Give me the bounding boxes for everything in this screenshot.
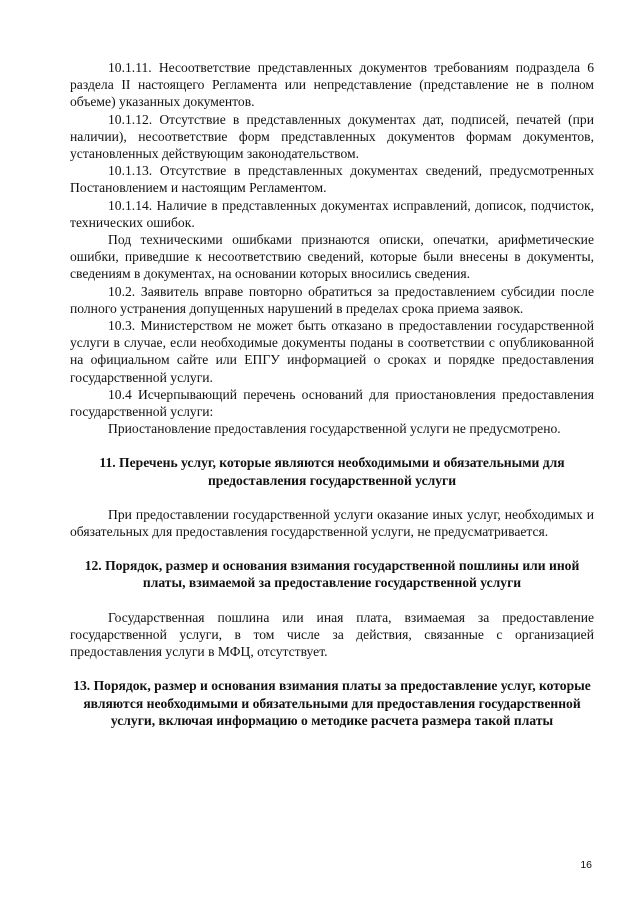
paragraph-10-4: 10.4 Исчерпывающий перечень оснований для приостановления предоставления государственной услуги:	[70, 386, 594, 420]
paragraph-10-1-11: 10.1.11. Несоответствие представленных документов требованиям подраздела 6 раздела II настоящего Регламента или непредставление (представление не в полном объеме) указанных документов.	[70, 60, 594, 110]
paragraph-suspension: Приостановление предоставления государственной услуги не предусмотрено.	[108, 421, 561, 437]
spacer	[70, 540, 594, 557]
paragraph-technical-errors: Под техническими ошибками признаются описки, опечатки, арифметические ошибки, приведшие к несоответствию сведений, которые были внесены в документы, сведениям в документах, на основании которых вносились сведения.	[70, 232, 594, 282]
section-11-heading: 11. Перечень услуг, которые являются необходимыми и обязательными для предоставления государственной услуги	[99, 455, 565, 488]
paragraph-10-1-14: 10.1.14. Наличие в представленных документах исправлений, дописок, подчисток, технических ошибок.	[70, 197, 594, 230]
section-11-text: При предоставлении государственной услуги оказание иных услуг, необходимых и обязательных для предоставления государственной услуги, не предусматривается.	[70, 506, 594, 540]
section-12-text: Государственная пошлина или иная плата, взимаемая за предоставление государственной услуги, в том числе за действия, связанные с организацией предоставления услуги в МФЦ, отсутствует.	[70, 609, 594, 660]
paragraph-10-1-12: 10.1.12. Отсутствие в представленных документах дат, подписей, печатей (при наличии), несоответствие форм представленных документов формам документов, установленных действующим законодательством.	[70, 111, 594, 162]
section-13-heading: 13. Порядок, размер и основания взимания платы за предоставление услуг, которые являются необходимыми и обязательными для предоставления государственной услуги, включая информацию о методике расчета размера такой платы	[73, 678, 591, 728]
paragraph-10-2: 10.2. Заявитель вправе повторно обратиться за предоставлением субсидии после полного устранения допущенных нарушений в пределах срока приема заявок.	[70, 283, 594, 316]
paragraph-10-3: 10.3. Министерством не может быть отказано в предоставлении государственной услуги в случае, если необходимые документы поданы в соответствии с опубликованной на официальном сайте или ЕПГУ информацией о сроках и порядке предоставления государственной услуги.	[70, 318, 594, 385]
spacer	[70, 660, 594, 677]
spacer	[70, 592, 594, 609]
page-number: 16	[580, 859, 592, 871]
spacer	[70, 489, 594, 506]
paragraph-10-1-13: 10.1.13. Отсутствие в представленных документах сведений, предусмотренных Постановлением и настоящим Регламентом.	[70, 163, 594, 196]
document-body	[70, 59, 594, 729]
spacer	[70, 437, 594, 454]
section-12-heading: 12. Порядок, размер и основания взимания государственной пошлины или иной платы, взимаемой за предоставление государственной услуги	[84, 558, 580, 591]
